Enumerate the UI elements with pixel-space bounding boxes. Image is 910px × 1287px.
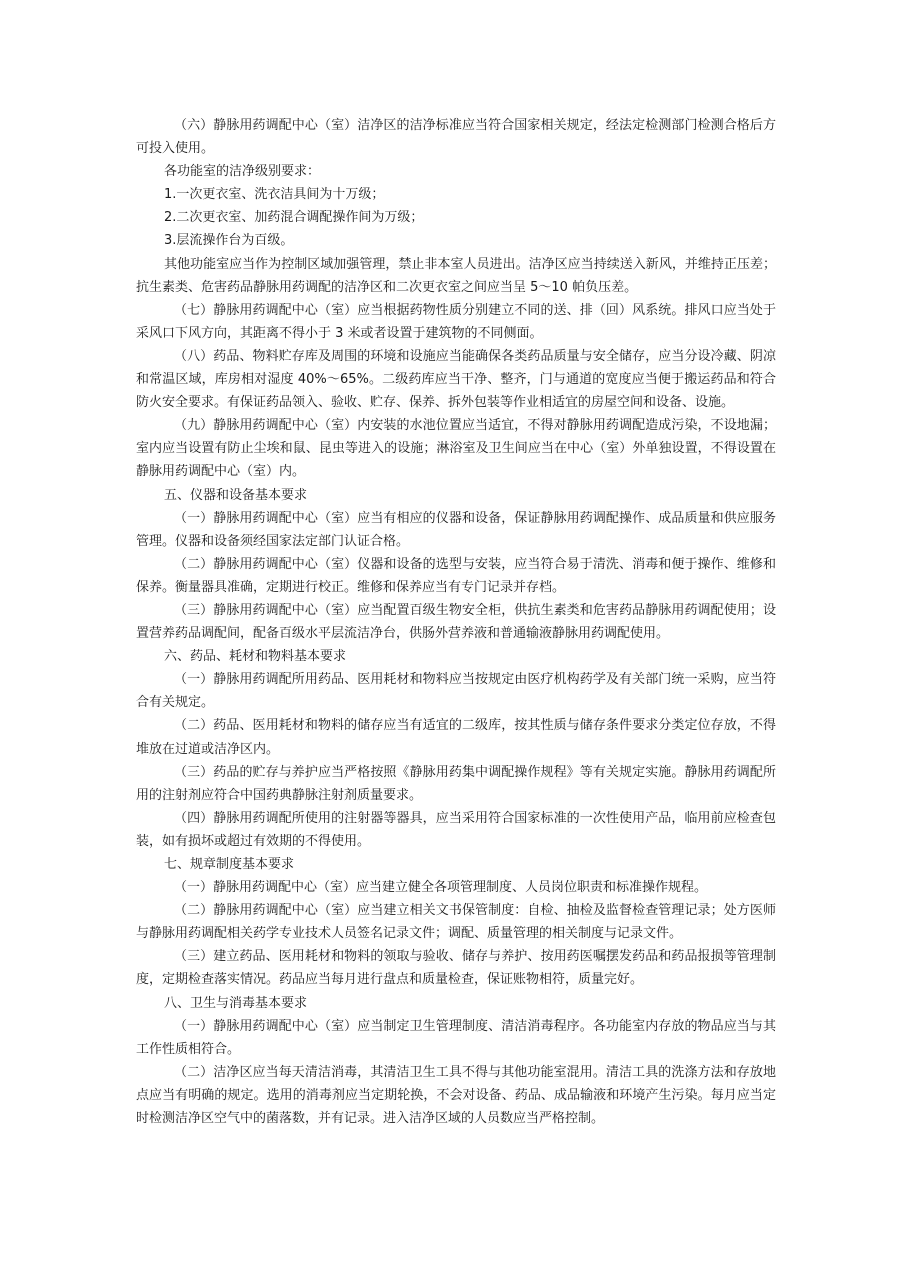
section-heading: 七、规章制度基本要求 (164, 857, 295, 872)
paragraph: （九）静脉用药调配中心（室）内安装的水池位置应当适宜，不得对静脉用药调配造成污染，不设地漏；室内应当设置有防止尘埃和鼠、昆虫等进入的设施；淋浴室及卫生间应当在中心（室）外单独设置，不得设置在静脉用药调配中心（室）内。 (136, 418, 776, 480)
paragraph: （二）静脉用药调配中心（室）应当建立相关文书保管制度：自检、抽检及监督检查管理记录；处方医师与静脉用药调配相关药学专业技术人员签名记录文件；调配、质量管理的相关制度与记录文件。 (136, 903, 776, 942)
paragraph: （一）静脉用药调配中心（室）应当制定卫生管理制度、清洁消毒程序。各功能室内存放的物品应当与其工作性质相符合。 (136, 1018, 776, 1057)
paragraph: （二）药品、医用耗材和物料的储存应当有适宜的二级库，按其性质与储存条件要求分类定位存放，不得堆放在过道或洁净区内。 (136, 718, 776, 757)
paragraph: 其他功能室应当作为控制区域加强管理，禁止非本室人员进出。洁净区应当持续送入新风，并维持正压差；抗生素类、危害药品静脉用药调配的洁净区和二次更衣室之间应当呈 5～10 帕负压差。 (136, 256, 776, 295)
section-heading: 五、仪器和设备基本要求 (164, 487, 308, 503)
paragraph: （一）静脉用药调配中心（室）应当有相应的仪器和设备，保证静脉用药调配操作、成品质量和供应服务管理。仪器和设备须经国家法定部门认证合格。 (136, 510, 776, 549)
list-item: 2.二次更衣室、加药混合调配操作间为万级； (164, 210, 424, 226)
document-body (136, 114, 776, 1130)
paragraph: （一）静脉用药调配所用药品、医用耗材和物料应当按规定由医疗机构药学及有关部门统一采购，应当符合有关规定。 (136, 672, 776, 711)
section-heading: 八、卫生与消毒基本要求 (164, 995, 308, 1011)
paragraph: 各功能室的洁净级别要求： (164, 164, 321, 180)
paragraph: （七）静脉用药调配中心（室）应当根据药物性质分别建立不同的送、排（回）风系统。排风口应当处于采风口下风方向，其距离不得小于 3 米或者设置于建筑物的不同侧面。 (136, 302, 776, 341)
paragraph: （四）静脉用药调配所使用的注射器等器具，应当采用符合国家标准的一次性使用产品，临用前应检查包装，如有损坏或超过有效期的不得使用。 (136, 810, 776, 849)
list-item: 1.一次更衣室、洗衣洁具间为十万级； (164, 187, 385, 203)
paragraph: （二）静脉用药调配中心（室）仪器和设备的选型与安装，应当符合易于清洗、消毒和便于操作、维修和保养。衡量器具准确，定期进行校正。维修和保养应当有专门记录并存档。 (136, 556, 776, 595)
paragraph: （一）静脉用药调配中心（室）应当建立健全各项管理制度、人员岗位职责和标准操作规程。 (174, 880, 708, 896)
paragraph: （二）洁净区应当每天清洁消毒，其清洁卫生工具不得与其他功能室混用。清洁工具的洗涤方法和存放地点应当有明确的规定。选用的消毒剂应当定期轮换，不会对设备、药品、成品输液和环境产生污染。每月应当定时检测洁净区空气中的菌落数，并有记录。进入洁净区域的人员数应当严格控制。 (136, 1064, 776, 1127)
paragraph: （三）药品的贮存与养护应当严格按照《静脉用药集中调配操作规程》等有关规定实施。静脉用药调配所用的注射剂应符合中国药典静脉注射剂质量要求。 (136, 764, 776, 803)
paragraph: （六）静脉用药调配中心（室）洁净区的洁净标准应当符合国家相关规定，经法定检测部门检测合格后方可投入使用。 (136, 118, 776, 157)
paragraph: （三）静脉用药调配中心（室）应当配置百级生物安全柜，供抗生素类和危害药品静脉用药调配使用；设置营养药品调配间，配备百级水平层流洁净台，供肠外营养液和普通输液静脉用药调配使用。 (136, 602, 776, 642)
section-heading: 六、药品、耗材和物料基本要求 (164, 649, 347, 665)
paragraph: （八）药品、物料贮存库及周围的环境和设施应当能确保各类药品质量与安全储存，应当分设冷藏、阴凉和常温区域，库房相对湿度 40%～65%。二级药库应当干净、整齐，门与通道的宽度应当便于搬运药品和符合防火安全要求。有保证药品领入、验收、贮存、保养、拆外包装等作业相适宜的房屋空间和设备、设施。 (136, 348, 776, 411)
paragraph: （三）建立药品、医用耗材和物料的领取与验收、储存与养护、按用药医嘱摆发药品和药品报损等管理制度，定期检查落实情况。药品应当每月进行盘点和质量检查，保证账物相符，质量完好。 (136, 949, 776, 988)
list-item: 3.层流操作台为百级。 (164, 233, 294, 249)
